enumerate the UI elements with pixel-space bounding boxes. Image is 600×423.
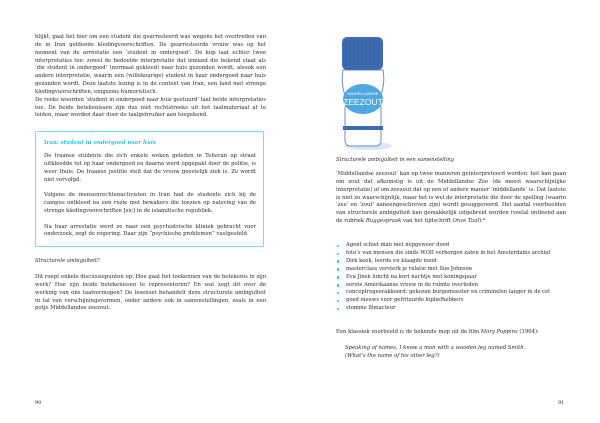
- list-item: [336, 289, 566, 297]
- bullet-icon: [337, 268, 339, 270]
- text-italic: Ruggespraak: [365, 218, 402, 225]
- text: van het tijdschrift: [401, 218, 453, 225]
- news-paragraph: Volgens de mensenrechtenactivisten in Iran had de studente zich bij de campus ontkleed na een ruzie met bewakers die toezien op naleving van de strenge kledingvoorschriften [sic] in de islamitische republiek.: [44, 192, 256, 214]
- list-item: [336, 266, 566, 274]
- list-item: [336, 250, 566, 258]
- list-item: [336, 274, 566, 282]
- list-item: [336, 297, 566, 305]
- item-text: goed nieuws voor gefrituurde kipliefhebbers: [346, 297, 464, 304]
- title-italic: in ondergoed naar huis: [85, 140, 156, 146]
- paragraph: De reeks woorden ‘student in ondergoed naar huis gestuurd’ laat beide interpretaties toe. De beide betekenissen zijn dus niet rechtstreeks uit het taalmateriaal af te leiden, maar worden daar door de taalgebruiker aan toegekend.: [35, 96, 266, 119]
- left-discussion: [35, 274, 266, 313]
- text: Een klassiek voorbeeld is de bekende mop uit de film: [336, 329, 481, 335]
- bullet-icon: [337, 292, 339, 294]
- film-title: Mary Poppins: [480, 329, 518, 335]
- list-item: [336, 258, 566, 266]
- item-text: Dirk keek, leerde en klaagde nooit: [346, 257, 437, 264]
- bullet-icon: [337, 260, 339, 262]
- bullet-icon: [337, 245, 339, 247]
- list-item: [336, 242, 566, 250]
- quote: [345, 345, 565, 361]
- bullet-icon: [337, 253, 339, 255]
- item-text: eerste Amerikaanse vrouw in de ruimte overleden: [346, 281, 478, 288]
- list-item: [336, 282, 566, 290]
- left-caption: Structurele ambiguïteit?: [35, 258, 100, 264]
- bullet-icon: [337, 276, 339, 278]
- text: (1964):: [517, 329, 539, 335]
- bullet-icon: [337, 300, 339, 302]
- bottle-label-main: ZEEZOUT: [343, 97, 383, 107]
- news-box-title: [44, 140, 256, 146]
- bottle-label-top: MIDDELLANDSE: [347, 91, 379, 96]
- item-text: foto’s van mensen die sinds WOII verborgen zaten in het Amsterdams archief: [346, 249, 551, 256]
- salt-bottle-illustration: [335, 34, 395, 156]
- example-intro: [336, 329, 566, 337]
- item-text: conceptregeerakkoord: gekozen burgemeester en criminelen langer in de cel: [346, 289, 550, 296]
- quote-line: Speaking of names, I know a man with a wooden leg named Smith.: [345, 345, 526, 351]
- example-list: [336, 242, 566, 313]
- page-number-left: 90: [35, 400, 42, 406]
- left-body-text: [35, 34, 266, 120]
- bullet-icon: [337, 308, 339, 310]
- item-text: Eva Jinek luncht na kort nachtje met koningspaar: [346, 273, 477, 280]
- page-number-right: 91: [558, 400, 565, 406]
- paragraph: Dit roept enkele discussiepunten op: Hoe gaat het toekennen van de betekenis in zijn werk? Hoe zijn beide betekenissen te representeren? En wat zegt dit over de werking van ons taalvermogen? De lesenset behandelt deze structurele ambiguïteit in tal van verschijningsvormen, onder andere ook in samenstellingen, zoals in een potje Middellandse zeezout.: [35, 274, 266, 312]
- bullet-icon: [337, 284, 339, 286]
- title-prefix: Iran: student: [44, 140, 86, 146]
- news-paragraph: De Iraanse studente die zich enkele weken geleden in Teheran op straat uitkleedde tot op haar ondergoed en daarna werd opgepakt door de politie, is weer thuis. De Iraanse justitie stelt dat de vrouw geestelijk ziek is. Ze wordt niet vervolgd.: [44, 153, 256, 183]
- item-text: masterclass versterk je relatie met Sue Johnson: [346, 265, 472, 272]
- quote-line: (What’s the name of his other leg?): [345, 352, 440, 359]
- news-box: [35, 131, 264, 247]
- item-text: stomme filmacteur: [346, 305, 396, 312]
- text: ):⁴: [479, 218, 486, 225]
- text: ‘Middellandse zeezout’ kan op twee manieren geïnterpreteerd worden: het kan gaan om zout dat afkomstig is uit de Middellandse Zee (de meest waarschijnlijke interpretatie) of om zeezout dat op een of andere manier ‘middellands’ is. Dat laatste is niet zo waarschijnlijk, maar het is wel de interpretatie die door de spelling (waarin ‘zee’ en ‘zout’ aaneengeschreven zijn) wordt gesuggereerd. Het aantal voorbeelden van structurele ambiguïteit kan gemakkelijk uitgebreid worden (veelal ontleend aan de rubriek: [336, 171, 566, 225]
- text-italic: Onze Taal: [452, 218, 480, 225]
- paragraph: blijkt, gaat het hier om een student die gearresteerd was wegens het overtreden van de in Iran geldende kledingvoorschriften. De gearresteerde vrouw was op het moment van de arrestatie een ‘student in ondergoed’. De kop laat echter twee interpretaties toe: zowel de bedoelde interpretatie dat iemand die bekend staat als ‘die student in ondergoed’ (normaal gekleed) naar huis gezonden wordt, alsook een andere interpretatie, waarin een (willekeurige) student in haar ondergoed naar huis gezonden wordt. Deze laatste lezing is in de context van Iran, een land met strenge kledingvoorschriften, enigszins humoristisch.: [35, 34, 266, 95]
- right-body-text: [336, 171, 566, 226]
- list-item: [336, 305, 566, 313]
- news-paragraph: Na haar arrestatie werd ze naar een psychiatrische kliniek gebracht voor onderzoek, zegt de regering. Daar zijn “psychische problemen” vastgesteld.: [44, 223, 256, 238]
- paragraph: [336, 171, 566, 226]
- item-text: Agent schiet man met nepgeweer dood: [346, 242, 450, 248]
- right-caption: Structurele ambiguïteit in een samenstelling: [336, 157, 454, 163]
- paragraph: [336, 329, 566, 337]
